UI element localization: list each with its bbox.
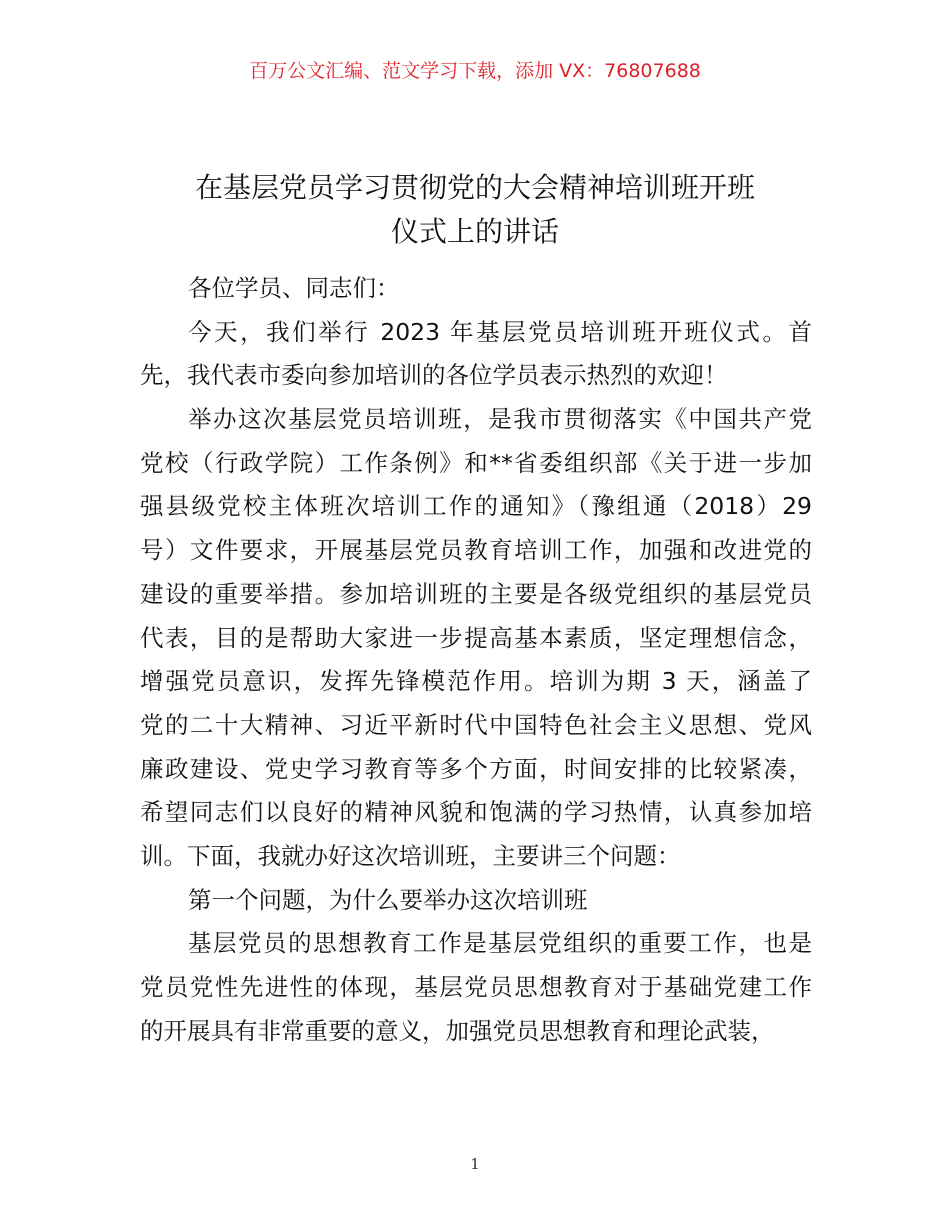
document-title [130, 166, 820, 254]
paragraph-line: 各位学员、同志们： [188, 274, 400, 302]
paragraph-line: 举办这次基层党员培训班，是我市贯彻落实《中国共产党 [188, 405, 812, 434]
paragraph-line: 基层党员的思想教育工作是基层党组织的重要工作，也是 [188, 929, 812, 958]
document-body [140, 267, 812, 1053]
paragraph [140, 398, 812, 879]
paragraph-line: 党的二十大精神、习近平新时代中国特色社会主义思想、党风 [140, 710, 812, 739]
paragraph-line: 强县级党校主体班次培训工作的通知》（豫组通（2018）29 [140, 492, 812, 521]
paragraph-line: 号）文件要求，开展基层党员教育培训工作，加强和改进党的 [140, 536, 812, 565]
watermark-header: 百万公文汇编、范文学习下载，添加 VX：76807688 [249, 60, 701, 82]
paragraph-line: 第一个问题，为什么要举办这次培训班 [188, 885, 588, 914]
paragraph [140, 922, 812, 1053]
paragraph [140, 879, 812, 923]
paragraph-line: 党校（行政学院）工作条例》和**省委组织部《关于进一步加 [140, 448, 812, 477]
paragraph-line: 今天，我们举行 2023 年基层党员培训班开班仪式。首 [188, 317, 812, 346]
paragraph-line: 训。下面，我就办好这次培训班，主要讲三个问题： [140, 841, 681, 870]
paragraph-line: 廉政建设、党史学习教育等多个方面，时间安排的比较紧凑， [140, 754, 812, 783]
paragraph-line: 代表，目的是帮助大家进一步提高基本素质，坚定理想信念， [140, 623, 812, 652]
paragraph-line: 建设的重要举措。参加培训班的主要是各级党组织的基层党员 [140, 579, 812, 608]
title-line: 仪式上的讲话 [390, 215, 559, 248]
paragraph-line: 希望同志们以良好的精神风貌和饱满的学习热情，认真参加培 [140, 798, 812, 827]
paragraph [140, 267, 812, 311]
page-number: 1 [470, 1155, 480, 1173]
paragraph [140, 311, 812, 398]
paragraph-line: 先，我代表市委向参加培训的各位学员表示热烈的欢迎！ [140, 361, 728, 390]
title-line: 在基层党员学习贯彻党的大会精神培训班开班 [194, 171, 755, 204]
paragraph-line: 党员党性先进性的体现，基层党员思想教育对于基础党建工作 [140, 973, 812, 1001]
paragraph-line: 增强党员意识，发挥先锋模范作用。培训为期 3 天，涵盖了 [140, 667, 812, 696]
paragraph-line: 的开展具有非常重要的意义，加强党员思想教育和理论武装， [140, 1016, 775, 1045]
